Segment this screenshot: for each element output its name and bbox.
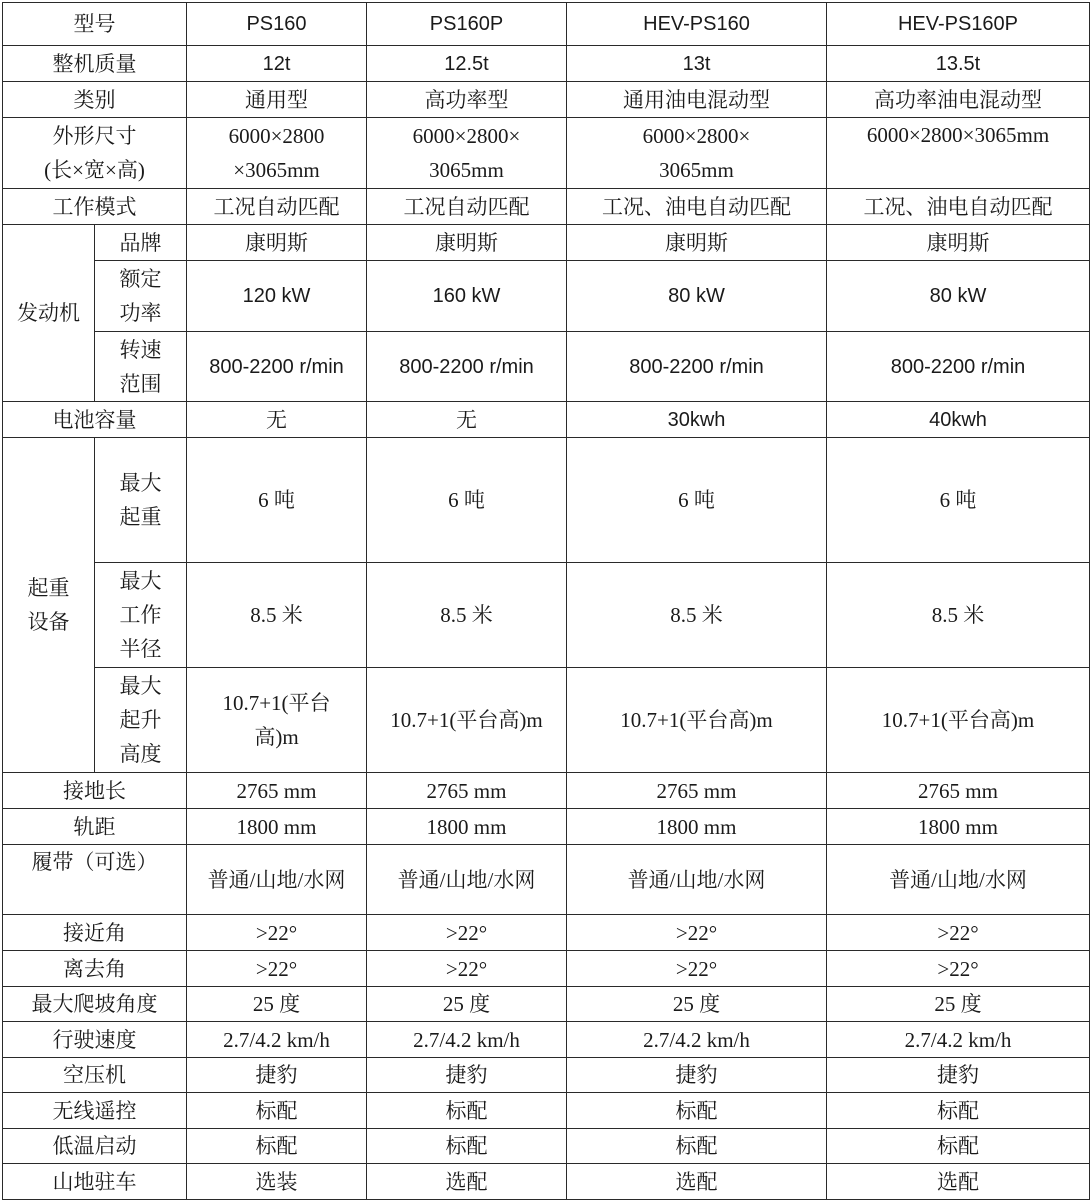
cell-line: 3065mm xyxy=(659,158,734,182)
table-row-max-load xyxy=(3,438,1090,563)
table-row-cold-start xyxy=(3,1129,1090,1164)
label-line: 转速 xyxy=(119,337,162,362)
table-cell: 1800 mm xyxy=(567,809,827,845)
table-cell: 13t xyxy=(567,46,827,82)
table-cell: 无 xyxy=(187,402,367,438)
table-cell: 6 吨 xyxy=(567,438,827,563)
label-line: 工作 xyxy=(119,603,162,627)
table-cell: 康明斯 xyxy=(827,225,1090,261)
table-cell: 普通/山地/水网 xyxy=(367,845,567,915)
table-cell: 13.5t xyxy=(827,46,1090,82)
table-row-departure-angle xyxy=(3,951,1090,987)
row-label-max-radius xyxy=(95,563,187,668)
table-row-work-mode xyxy=(3,189,1090,225)
table-cell: 160 kW xyxy=(367,261,567,332)
table-cell: >22° xyxy=(367,915,567,951)
table-cell: >22° xyxy=(187,915,367,951)
table-row-battery xyxy=(3,402,1090,438)
table-cell: 800-2200 r/min xyxy=(567,332,827,402)
table-cell: 普通/山地/水网 xyxy=(567,845,827,915)
table-row-mass xyxy=(3,46,1090,82)
cell-line: 高)m xyxy=(254,725,299,749)
row-label-cold-start: 低温启动 xyxy=(3,1129,187,1164)
cell-line: 6000×2800× xyxy=(412,124,521,148)
table-cell: 12t xyxy=(187,46,367,82)
row-label-mountain-parking: 山地驻车 xyxy=(3,1164,187,1200)
table-cell: 康明斯 xyxy=(567,225,827,261)
label-line: 最大 xyxy=(119,674,162,698)
table-cell: 普通/山地/水网 xyxy=(827,845,1090,915)
table-cell: 2.7/4.2 km/h xyxy=(367,1022,567,1058)
row-label-travel-speed: 行驶速度 xyxy=(3,1022,187,1058)
table-cell: 高功率油电混动型 xyxy=(827,82,1090,118)
table-cell: 高功率型 xyxy=(367,82,567,118)
row-label-model: 型号 xyxy=(3,3,187,46)
table-cell: >22° xyxy=(827,915,1090,951)
row-label-tracks: 履带（可选） xyxy=(3,845,187,915)
label-line: 半径 xyxy=(119,637,162,661)
table-cell xyxy=(187,118,367,189)
row-label-rated-power xyxy=(95,261,187,332)
label-line: 设备 xyxy=(27,610,70,634)
table-cell: 工况自动匹配 xyxy=(367,189,567,225)
table-cell: >22° xyxy=(567,915,827,951)
table-cell: 普通/山地/水网 xyxy=(187,845,367,915)
table-cell: 800-2200 r/min xyxy=(827,332,1090,402)
table-cell xyxy=(367,118,567,189)
table-cell: 12.5t xyxy=(367,46,567,82)
table-cell: 2.7/4.2 km/h xyxy=(187,1022,367,1058)
table-cell: 1800 mm xyxy=(827,809,1090,845)
table-cell: 8.5 米 xyxy=(827,563,1090,668)
table-cell: 6 吨 xyxy=(827,438,1090,563)
group-label-lifting xyxy=(3,438,95,773)
label-line: 高度 xyxy=(119,742,162,766)
table-row-max-height xyxy=(3,668,1090,773)
table-row-compressor xyxy=(3,1058,1090,1093)
table-cell: 8.5 米 xyxy=(567,563,827,668)
table-cell: 工况自动匹配 xyxy=(187,189,367,225)
model-header-1: PS160 xyxy=(187,3,367,46)
label-line: 范围 xyxy=(119,371,162,396)
table-cell: 标配 xyxy=(367,1093,567,1129)
table-cell: 标配 xyxy=(827,1093,1090,1129)
table-cell: 无 xyxy=(367,402,567,438)
table-cell: 1800 mm xyxy=(367,809,567,845)
table-cell: 8.5 米 xyxy=(367,563,567,668)
row-label-work-mode: 工作模式 xyxy=(3,189,187,225)
row-label-max-load xyxy=(95,438,187,563)
table-row-max-radius xyxy=(3,563,1090,668)
label-line: 最大 xyxy=(119,569,162,593)
table-cell: 800-2200 r/min xyxy=(187,332,367,402)
table-cell: 6 吨 xyxy=(367,438,567,563)
table-cell: 2765 mm xyxy=(827,773,1090,809)
table-cell: 捷豹 xyxy=(187,1058,367,1093)
label-line: 外形尺寸 xyxy=(52,124,137,148)
table-cell: 2.7/4.2 km/h xyxy=(567,1022,827,1058)
table-cell: 通用油电混动型 xyxy=(567,82,827,118)
table-cell: >22° xyxy=(367,951,567,987)
row-label-max-height xyxy=(95,668,187,773)
table-cell: 选配 xyxy=(827,1164,1090,1200)
cell-line: 6000×2800× xyxy=(642,124,751,148)
table-cell: 康明斯 xyxy=(187,225,367,261)
row-label-compressor: 空压机 xyxy=(3,1058,187,1093)
label-line: 功率 xyxy=(119,301,162,325)
label-line: (长×宽×高) xyxy=(44,158,145,182)
cell-line: 3065mm xyxy=(429,158,504,182)
table-cell xyxy=(187,668,367,773)
table-cell xyxy=(567,118,827,189)
table-cell: 捷豹 xyxy=(367,1058,567,1093)
table-cell: 25 度 xyxy=(567,987,827,1022)
table-row-speed-range xyxy=(3,332,1090,402)
table-row-tracks xyxy=(3,845,1090,915)
label-line: 起升 xyxy=(119,708,162,732)
table-cell: 80 kW xyxy=(567,261,827,332)
table-cell: 1800 mm xyxy=(187,809,367,845)
table-cell: 标配 xyxy=(567,1093,827,1129)
table-cell: 选装 xyxy=(187,1164,367,1200)
table-cell: 80 kW xyxy=(827,261,1090,332)
table-cell: 标配 xyxy=(567,1129,827,1164)
label-line: 起重 xyxy=(27,576,70,600)
table-row-ground-length xyxy=(3,773,1090,809)
table-cell: 8.5 米 xyxy=(187,563,367,668)
table-cell: 10.7+1(平台高)m xyxy=(367,668,567,773)
table-cell: 标配 xyxy=(367,1129,567,1164)
row-label-category: 类别 xyxy=(3,82,187,118)
model-header-3: HEV-PS160 xyxy=(567,3,827,46)
table-cell: 30kwh xyxy=(567,402,827,438)
table-row-approach-angle xyxy=(3,915,1090,951)
table-cell: 2765 mm xyxy=(187,773,367,809)
table-cell xyxy=(827,118,1090,189)
cell-line: ×3065mm xyxy=(233,158,320,182)
table-row-category xyxy=(3,82,1090,118)
label-line: 最大 xyxy=(119,471,162,495)
table-cell: 2765 mm xyxy=(367,773,567,809)
table-row-track-gauge xyxy=(3,809,1090,845)
table-cell: 标配 xyxy=(187,1129,367,1164)
table-cell: 通用型 xyxy=(187,82,367,118)
table-cell: 10.7+1(平台高)m xyxy=(567,668,827,773)
group-label-engine: 发动机 xyxy=(3,225,95,402)
table-cell: 2.7/4.2 km/h xyxy=(827,1022,1090,1058)
table-cell: 6 吨 xyxy=(187,438,367,563)
cell-line: 6000×2800 xyxy=(228,124,325,148)
row-label-track-gauge: 轨距 xyxy=(3,809,187,845)
table-row-engine-brand xyxy=(3,225,1090,261)
table-cell: 2765 mm xyxy=(567,773,827,809)
table-cell: >22° xyxy=(187,951,367,987)
row-label-remote-control: 无线遥控 xyxy=(3,1093,187,1129)
table-cell: 标配 xyxy=(187,1093,367,1129)
table-row-travel-speed xyxy=(3,1022,1090,1058)
model-header-4: HEV-PS160P xyxy=(827,3,1090,46)
row-label-mass: 整机质量 xyxy=(3,46,187,82)
table-row-rated-power xyxy=(3,261,1090,332)
table-cell: >22° xyxy=(567,951,827,987)
table-cell: 120 kW xyxy=(187,261,367,332)
cell-line: 6000×2800×3065mm xyxy=(866,123,1050,147)
table-row-max-grade xyxy=(3,987,1090,1022)
table-cell: 10.7+1(平台高)m xyxy=(827,668,1090,773)
table-cell: 捷豹 xyxy=(567,1058,827,1093)
row-label-approach-angle: 接近角 xyxy=(3,915,187,951)
row-label-speed-range xyxy=(95,332,187,402)
table-cell: 标配 xyxy=(827,1129,1090,1164)
table-cell: 选配 xyxy=(567,1164,827,1200)
model-header-2: PS160P xyxy=(367,3,567,46)
table-cell: 25 度 xyxy=(827,987,1090,1022)
row-label-dimensions xyxy=(3,118,187,189)
row-label-max-grade: 最大爬坡角度 xyxy=(3,987,187,1022)
row-label-brand: 品牌 xyxy=(95,225,187,261)
row-label-battery: 电池容量 xyxy=(3,402,187,438)
table-cell: 捷豹 xyxy=(827,1058,1090,1093)
cell-line: 10.7+1(平台 xyxy=(222,691,331,715)
table-cell: 800-2200 r/min xyxy=(367,332,567,402)
label-line: 起重 xyxy=(119,505,162,529)
row-label-departure-angle: 离去角 xyxy=(3,951,187,987)
table-row-header xyxy=(3,3,1090,46)
label-line: 额定 xyxy=(119,267,162,291)
table-cell: 40kwh xyxy=(827,402,1090,438)
table-cell: 选配 xyxy=(367,1164,567,1200)
table-cell: 工况、油电自动匹配 xyxy=(567,189,827,225)
table-row-dimensions xyxy=(3,118,1090,189)
table-row-remote-control xyxy=(3,1093,1090,1129)
table-cell: 工况、油电自动匹配 xyxy=(827,189,1090,225)
table-cell: 25 度 xyxy=(187,987,367,1022)
table-row-mountain-parking xyxy=(3,1164,1090,1200)
table-cell: 25 度 xyxy=(367,987,567,1022)
spec-table xyxy=(2,2,1090,1200)
table-cell: >22° xyxy=(827,951,1090,987)
row-label-ground-length: 接地长 xyxy=(3,773,187,809)
table-cell: 康明斯 xyxy=(367,225,567,261)
